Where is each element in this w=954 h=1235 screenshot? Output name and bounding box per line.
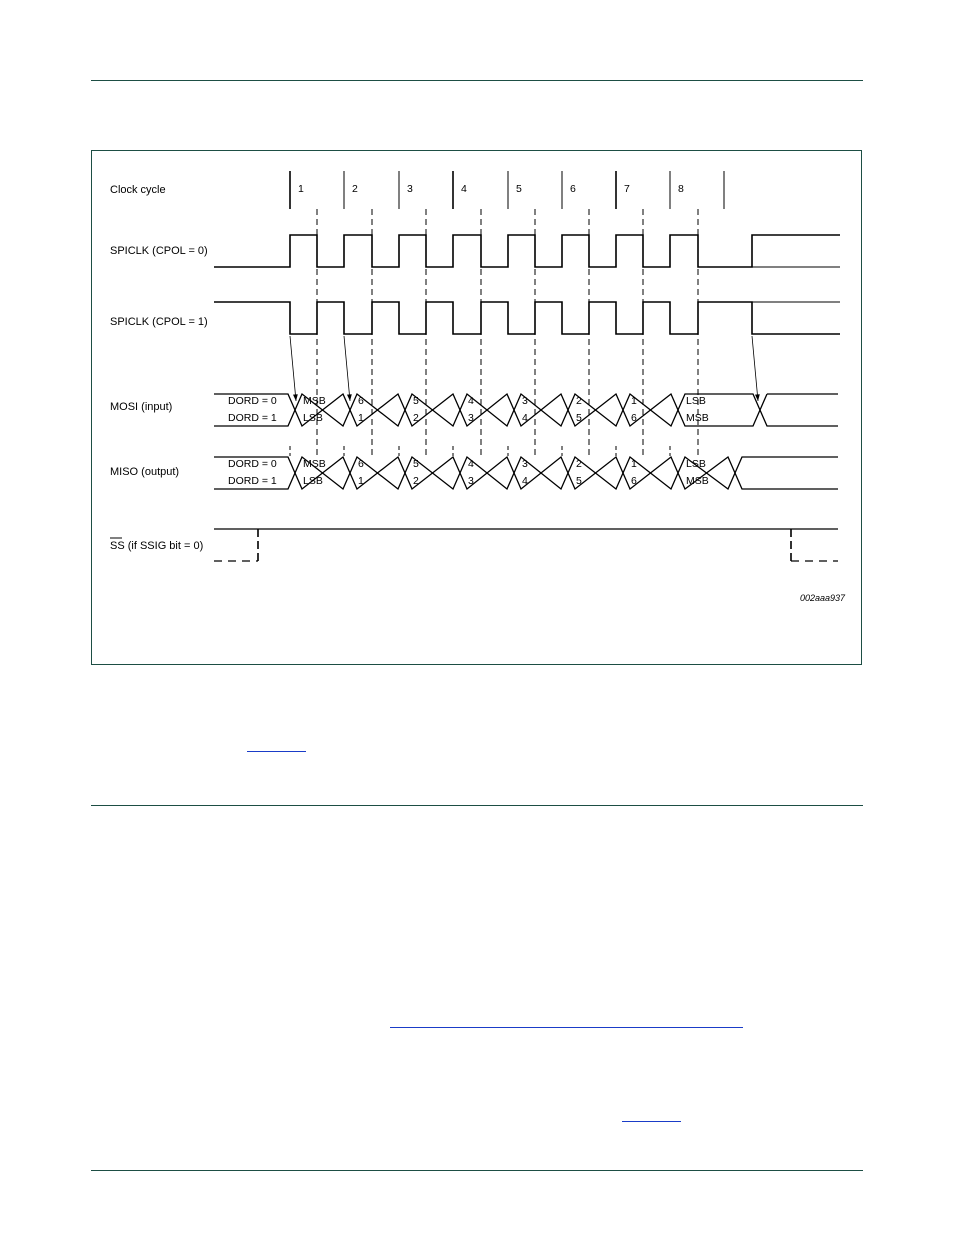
link-underline-2 [390,1027,743,1028]
miso-dord1-value: LSB [303,475,323,487]
miso-dord1-value: MSB [686,475,709,487]
clock-cycle-number: 6 [570,183,576,195]
clock-cycle-number: 1 [298,183,304,195]
miso-dord0-value: MSB [303,458,326,470]
ss-text: SS [110,540,125,552]
mosi-bus-upper [214,394,767,426]
mosi-dord0-value: MSB [303,395,326,407]
sample-arrow-1 [290,336,296,401]
miso-dord0-value: 6 [358,458,364,470]
clock-cycle-number: 5 [516,183,522,195]
miso-dord0-value: 1 [631,458,637,470]
link-underline-3 [622,1121,681,1122]
clock-cycle-number: 7 [624,183,630,195]
miso-dord1-value: 6 [631,475,637,487]
sample-arrow-1-head [293,394,298,401]
label-spiclk-cpol1: SPICLK (CPOL = 1) [110,316,208,328]
label-miso: MISO (output) [110,466,180,478]
miso-dord0-value: 4 [468,458,474,470]
clock-cycle-number: 3 [407,183,413,195]
figure-id: 002aaa937 [799,593,845,603]
spiclk-cpol0-waveform [214,235,840,267]
mosi-dord0-value: LSB [686,395,706,407]
link-underline-1 [247,751,306,752]
mosi-dord1-value: 5 [576,412,582,424]
miso-dord0-value: 5 [413,458,419,470]
mosi-dord0-value: 1 [631,395,637,407]
miso-dord0-value: 3 [522,458,528,470]
sample-arrow-2-head [347,394,352,401]
mosi-dord0-label: DORD = 0 [228,395,277,407]
miso-dord1-value: 1 [358,475,364,487]
mosi-dord1-value: 1 [358,412,364,424]
mosi-dord0-value: 3 [522,395,528,407]
clock-cycle-number: 2 [352,183,358,195]
mosi-dord1-value: MSB [686,412,709,424]
label-mosi: MOSI (input) [110,401,173,413]
miso-dord0-label: DORD = 0 [228,458,277,470]
miso-dord1-value: 2 [413,475,419,487]
mosi-dord1-value: 2 [413,412,419,424]
mosi-dord0-value: 2 [576,395,582,407]
ss-suffix: (if SSIG bit = 0) [124,540,204,552]
section-rule [91,805,863,806]
mosi-dord1-value: 4 [522,412,528,424]
clock-cycle-number: 8 [678,183,684,195]
spiclk-cpol1-waveform [214,302,840,334]
label-ss [110,540,203,552]
mosi-dord1-label: DORD = 1 [228,412,277,424]
label-spiclk-cpol0: SPICLK (CPOL = 0) [110,245,208,257]
miso-dord1-value: 5 [576,475,582,487]
miso-dord1-value: 4 [522,475,528,487]
clock-cycle-number: 4 [461,183,467,195]
miso-dord0-value: 2 [576,458,582,470]
miso-dord1-value: 3 [468,475,474,487]
miso-dord1-label: DORD = 1 [228,475,277,487]
mosi-dord0-value: 5 [413,395,419,407]
label-clock-cycle: Clock cycle [110,184,166,196]
sample-arrow-3 [752,336,758,401]
mosi-dord0-value: 4 [468,395,474,407]
mosi-dord0-value: 6 [358,395,364,407]
sample-arrow-2 [344,336,350,401]
mosi-dord1-value: LSB [303,412,323,424]
mosi-dord1-value: 6 [631,412,637,424]
footer-rule [91,1170,863,1171]
mosi-dord1-value: 3 [468,412,474,424]
miso-dord0-value: LSB [686,458,706,470]
